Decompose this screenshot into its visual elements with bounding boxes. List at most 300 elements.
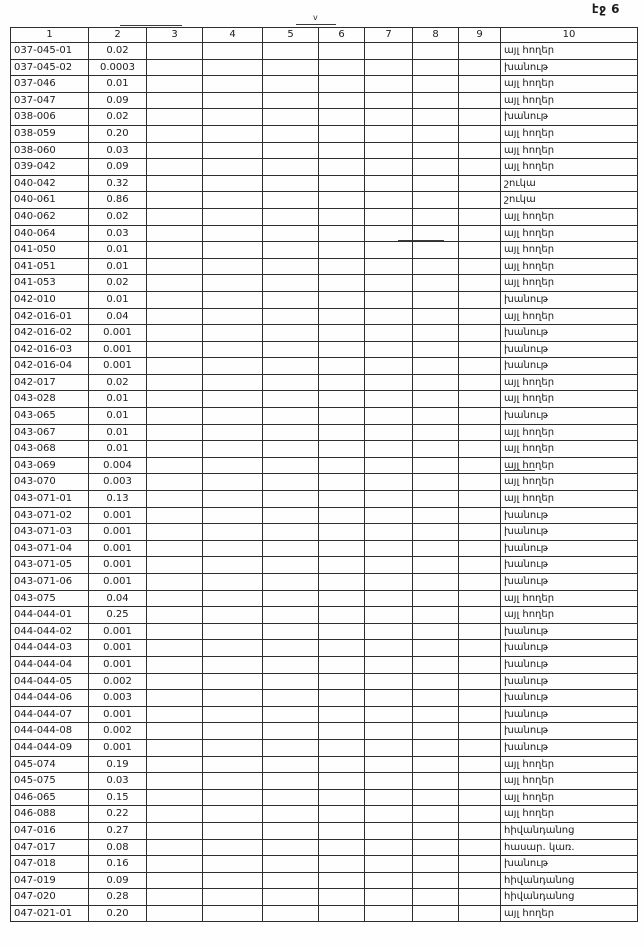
cell-empty	[413, 76, 459, 93]
cell-area-value: 0.01	[89, 424, 147, 441]
cell-empty	[147, 43, 203, 60]
cell-empty	[413, 125, 459, 142]
cell-empty	[413, 374, 459, 391]
cell-empty	[413, 690, 459, 707]
table-body	[11, 43, 638, 922]
cell-land-use: այլ հողեր	[501, 208, 638, 225]
cell-land-use: խանութ	[501, 574, 638, 591]
cell-empty	[413, 109, 459, 126]
cell-empty	[263, 374, 319, 391]
cell-empty	[263, 159, 319, 176]
cell-empty	[459, 424, 501, 441]
column-header-10: 10	[501, 28, 638, 43]
table-header-row	[11, 28, 638, 43]
table-row	[11, 739, 638, 756]
cell-empty	[459, 92, 501, 109]
cell-empty	[459, 524, 501, 541]
cell-empty	[319, 159, 365, 176]
cell-land-use: հիվանդանոց	[501, 889, 638, 906]
cell-empty	[147, 175, 203, 192]
cell-empty	[413, 424, 459, 441]
cell-area-value: 0.86	[89, 192, 147, 209]
cell-empty	[147, 623, 203, 640]
cell-empty	[147, 640, 203, 657]
cell-empty	[459, 889, 501, 906]
cell-empty	[319, 723, 365, 740]
cell-empty	[147, 723, 203, 740]
cell-empty	[147, 607, 203, 624]
cell-empty	[459, 856, 501, 873]
cell-empty	[413, 441, 459, 458]
cell-empty	[147, 773, 203, 790]
cell-area-value: 0.001	[89, 706, 147, 723]
cell-land-use: այլ հողեր	[501, 756, 638, 773]
cell-empty	[147, 706, 203, 723]
cell-empty	[147, 225, 203, 242]
cell-empty	[365, 374, 413, 391]
cell-empty	[263, 540, 319, 557]
cell-empty	[459, 142, 501, 159]
table-row	[11, 441, 638, 458]
table-row	[11, 773, 638, 790]
cell-empty	[365, 656, 413, 673]
cell-parcel-code: 044-044-07	[11, 706, 89, 723]
cell-empty	[365, 325, 413, 342]
cell-land-use: այլ հողեր	[501, 125, 638, 142]
table-row	[11, 159, 638, 176]
cell-land-use: այլ հողեր	[501, 474, 638, 491]
cell-empty	[319, 59, 365, 76]
cell-empty	[459, 822, 501, 839]
cell-parcel-code: 043-068	[11, 441, 89, 458]
cell-area-value: 0.0003	[89, 59, 147, 76]
cell-area-value: 0.27	[89, 822, 147, 839]
cell-parcel-code: 043-067	[11, 424, 89, 441]
cell-parcel-code: 037-047	[11, 92, 89, 109]
cell-empty	[263, 872, 319, 889]
cell-empty	[459, 756, 501, 773]
cell-empty	[147, 258, 203, 275]
table-row	[11, 175, 638, 192]
cell-empty	[365, 275, 413, 292]
cell-empty	[365, 192, 413, 209]
cell-empty	[413, 706, 459, 723]
cell-empty	[203, 856, 263, 873]
cell-empty	[365, 623, 413, 640]
cell-empty	[459, 275, 501, 292]
cell-empty	[147, 905, 203, 922]
cell-empty	[365, 408, 413, 425]
scan-caret-mark: v	[313, 13, 318, 22]
cell-empty	[413, 723, 459, 740]
cell-land-use: հիվանդանոց	[501, 872, 638, 889]
cell-empty	[459, 690, 501, 707]
cell-empty	[365, 242, 413, 259]
cell-parcel-code: 044-044-09	[11, 739, 89, 756]
cell-parcel-code: 043-070	[11, 474, 89, 491]
cell-parcel-code: 037-045-02	[11, 59, 89, 76]
column-header-1: 1	[11, 28, 89, 43]
cell-empty	[459, 457, 501, 474]
cell-empty	[263, 822, 319, 839]
cell-empty	[203, 905, 263, 922]
cell-empty	[459, 773, 501, 790]
cell-empty	[263, 739, 319, 756]
cell-empty	[203, 706, 263, 723]
cell-empty	[319, 905, 365, 922]
cell-empty	[459, 739, 501, 756]
cell-empty	[319, 690, 365, 707]
cell-empty	[319, 242, 365, 259]
cell-empty	[413, 557, 459, 574]
cell-empty	[413, 623, 459, 640]
cell-empty	[263, 408, 319, 425]
cell-parcel-code: 044-044-04	[11, 656, 89, 673]
cell-empty	[319, 291, 365, 308]
cell-empty	[147, 374, 203, 391]
cell-empty	[319, 574, 365, 591]
cell-empty	[459, 208, 501, 225]
cell-empty	[203, 872, 263, 889]
cell-land-use: այլ հողեր	[501, 159, 638, 176]
cell-empty	[263, 175, 319, 192]
cell-empty	[147, 491, 203, 508]
cell-empty	[365, 640, 413, 657]
cell-empty	[319, 756, 365, 773]
cell-empty	[263, 640, 319, 657]
cell-empty	[365, 391, 413, 408]
cell-empty	[263, 706, 319, 723]
cell-empty	[413, 175, 459, 192]
cell-parcel-code: 043-071-03	[11, 524, 89, 541]
cell-land-use: շուկա	[501, 175, 638, 192]
table-row	[11, 43, 638, 60]
cell-empty	[459, 159, 501, 176]
cell-empty	[263, 773, 319, 790]
cell-land-use: խանութ	[501, 673, 638, 690]
cell-empty	[413, 192, 459, 209]
cell-land-use: խանութ	[501, 540, 638, 557]
cell-land-use: խանութ	[501, 706, 638, 723]
cell-empty	[459, 673, 501, 690]
cell-empty	[413, 574, 459, 591]
cell-empty	[319, 557, 365, 574]
cell-empty	[459, 341, 501, 358]
cell-empty	[319, 623, 365, 640]
cell-empty	[319, 822, 365, 839]
cell-empty	[147, 308, 203, 325]
cell-area-value: 0.001	[89, 358, 147, 375]
cell-land-use: այլ հողեր	[501, 441, 638, 458]
cell-empty	[319, 474, 365, 491]
cell-empty	[365, 457, 413, 474]
cell-empty	[365, 889, 413, 906]
cell-empty	[263, 358, 319, 375]
cell-parcel-code: 038-060	[11, 142, 89, 159]
cell-land-use: այլ հողեր	[501, 607, 638, 624]
cell-empty	[147, 872, 203, 889]
cell-empty	[365, 59, 413, 76]
cell-empty	[459, 225, 501, 242]
table-row	[11, 607, 638, 624]
cell-empty	[147, 142, 203, 159]
scan-artifact	[296, 24, 336, 25]
cell-empty	[365, 723, 413, 740]
cell-empty	[459, 590, 501, 607]
cell-empty	[147, 457, 203, 474]
cell-empty	[413, 905, 459, 922]
cell-empty	[319, 673, 365, 690]
table-row	[11, 341, 638, 358]
cell-empty	[319, 424, 365, 441]
cell-empty	[365, 76, 413, 93]
cell-empty	[319, 43, 365, 60]
cell-empty	[319, 507, 365, 524]
cell-area-value: 0.13	[89, 491, 147, 508]
cell-parcel-code: 044-044-05	[11, 673, 89, 690]
cell-empty	[413, 457, 459, 474]
cell-parcel-code: 042-016-02	[11, 325, 89, 342]
cell-empty	[319, 640, 365, 657]
cell-land-use: խանութ	[501, 623, 638, 640]
cell-empty	[147, 524, 203, 541]
cell-empty	[365, 109, 413, 126]
cell-empty	[365, 424, 413, 441]
cell-area-value: 0.001	[89, 540, 147, 557]
cell-empty	[365, 524, 413, 541]
cell-empty	[203, 291, 263, 308]
cell-parcel-code: 042-016-04	[11, 358, 89, 375]
cell-empty	[147, 391, 203, 408]
cell-empty	[319, 656, 365, 673]
cell-parcel-code: 043-069	[11, 457, 89, 474]
cell-empty	[319, 225, 365, 242]
cell-empty	[413, 656, 459, 673]
cell-empty	[147, 109, 203, 126]
cell-empty	[147, 192, 203, 209]
cell-area-value: 0.01	[89, 76, 147, 93]
cell-area-value: 0.32	[89, 175, 147, 192]
cell-empty	[147, 540, 203, 557]
cell-empty	[413, 408, 459, 425]
cell-empty	[365, 806, 413, 823]
cell-empty	[319, 374, 365, 391]
cell-area-value: 0.25	[89, 607, 147, 624]
cell-empty	[203, 374, 263, 391]
cell-parcel-code: 047-019	[11, 872, 89, 889]
cell-parcel-code: 043-028	[11, 391, 89, 408]
cell-empty	[203, 524, 263, 541]
cell-empty	[147, 856, 203, 873]
cell-empty	[459, 175, 501, 192]
cell-empty	[319, 341, 365, 358]
cell-empty	[413, 839, 459, 856]
cell-empty	[413, 872, 459, 889]
cell-parcel-code: 041-051	[11, 258, 89, 275]
table-row	[11, 872, 638, 889]
cell-empty	[147, 159, 203, 176]
table-row	[11, 856, 638, 873]
cell-empty	[263, 673, 319, 690]
cell-empty	[263, 59, 319, 76]
cell-parcel-code: 038-006	[11, 109, 89, 126]
cell-empty	[365, 92, 413, 109]
table-row	[11, 623, 638, 640]
cell-area-value: 0.001	[89, 325, 147, 342]
cell-parcel-code: 047-020	[11, 889, 89, 906]
cell-parcel-code: 041-053	[11, 275, 89, 292]
cell-empty	[203, 673, 263, 690]
cell-empty	[319, 175, 365, 192]
cell-empty	[203, 76, 263, 93]
cell-empty	[263, 789, 319, 806]
cell-parcel-code: 043-075	[11, 590, 89, 607]
cell-area-value: 0.001	[89, 507, 147, 524]
cell-empty	[263, 424, 319, 441]
cell-empty	[319, 590, 365, 607]
cell-empty	[413, 59, 459, 76]
cell-empty	[319, 739, 365, 756]
cell-empty	[263, 574, 319, 591]
land-parcel-table	[10, 27, 638, 922]
cell-empty	[203, 208, 263, 225]
cell-area-value: 0.002	[89, 673, 147, 690]
cell-land-use: խանութ	[501, 690, 638, 707]
cell-empty	[203, 623, 263, 640]
cell-area-value: 0.01	[89, 242, 147, 259]
table-row	[11, 574, 638, 591]
cell-empty	[263, 457, 319, 474]
cell-empty	[413, 142, 459, 159]
cell-empty	[147, 789, 203, 806]
cell-land-use: խանութ	[501, 325, 638, 342]
cell-area-value: 0.004	[89, 457, 147, 474]
cell-empty	[319, 92, 365, 109]
cell-land-use: խանութ	[501, 358, 638, 375]
cell-empty	[459, 540, 501, 557]
cell-parcel-code: 043-065	[11, 408, 89, 425]
cell-empty	[263, 208, 319, 225]
cell-empty	[203, 507, 263, 524]
cell-empty	[319, 540, 365, 557]
cell-empty	[459, 59, 501, 76]
cell-empty	[413, 43, 459, 60]
cell-land-use: խանութ	[501, 856, 638, 873]
cell-empty	[365, 590, 413, 607]
table-row	[11, 258, 638, 275]
cell-area-value: 0.001	[89, 656, 147, 673]
cell-empty	[413, 308, 459, 325]
cell-empty	[413, 225, 459, 242]
cell-empty	[203, 275, 263, 292]
cell-empty	[263, 291, 319, 308]
cell-empty	[203, 325, 263, 342]
cell-area-value: 0.09	[89, 92, 147, 109]
cell-area-value: 0.001	[89, 574, 147, 591]
cell-empty	[413, 92, 459, 109]
cell-empty	[263, 441, 319, 458]
cell-area-value: 0.003	[89, 690, 147, 707]
table-row	[11, 524, 638, 541]
cell-empty	[413, 856, 459, 873]
cell-land-use: այլ հողեր	[501, 374, 638, 391]
cell-empty	[203, 391, 263, 408]
cell-parcel-code: 043-071-04	[11, 540, 89, 557]
cell-area-value: 0.19	[89, 756, 147, 773]
cell-empty	[413, 291, 459, 308]
cell-empty	[203, 109, 263, 126]
cell-parcel-code: 037-045-01	[11, 43, 89, 60]
cell-empty	[263, 192, 319, 209]
cell-empty	[147, 507, 203, 524]
cell-empty	[459, 656, 501, 673]
cell-empty	[203, 806, 263, 823]
table-row	[11, 557, 638, 574]
cell-empty	[459, 76, 501, 93]
cell-empty	[459, 839, 501, 856]
cell-parcel-code: 040-061	[11, 192, 89, 209]
cell-parcel-code: 046-065	[11, 789, 89, 806]
cell-parcel-code: 042-016-03	[11, 341, 89, 358]
cell-empty	[147, 889, 203, 906]
cell-empty	[365, 706, 413, 723]
cell-land-use: այլ հողեր	[501, 225, 638, 242]
cell-empty	[365, 125, 413, 142]
cell-empty	[365, 905, 413, 922]
cell-empty	[319, 208, 365, 225]
table-row	[11, 424, 638, 441]
cell-empty	[147, 590, 203, 607]
cell-land-use: հասար. կառ.	[501, 839, 638, 856]
cell-empty	[459, 640, 501, 657]
cell-empty	[263, 341, 319, 358]
cell-empty	[147, 76, 203, 93]
column-header-9: 9	[459, 28, 501, 43]
column-header-2: 2	[89, 28, 147, 43]
cell-empty	[459, 291, 501, 308]
cell-empty	[365, 208, 413, 225]
cell-empty	[203, 142, 263, 159]
cell-empty	[413, 325, 459, 342]
cell-empty	[147, 441, 203, 458]
table-row	[11, 192, 638, 209]
cell-empty	[365, 507, 413, 524]
cell-land-use: խանութ	[501, 507, 638, 524]
cell-parcel-code: 041-050	[11, 242, 89, 259]
cell-empty	[147, 59, 203, 76]
cell-empty	[263, 43, 319, 60]
table-row	[11, 125, 638, 142]
cell-empty	[319, 258, 365, 275]
cell-empty	[203, 43, 263, 60]
table-row	[11, 507, 638, 524]
cell-empty	[263, 557, 319, 574]
cell-land-use: այլ հողեր	[501, 773, 638, 790]
cell-empty	[147, 673, 203, 690]
table-row	[11, 789, 638, 806]
table-row	[11, 706, 638, 723]
cell-empty	[263, 225, 319, 242]
cell-empty	[203, 607, 263, 624]
table-row	[11, 208, 638, 225]
cell-parcel-code: 047-017	[11, 839, 89, 856]
cell-empty	[147, 574, 203, 591]
cell-empty	[203, 540, 263, 557]
cell-empty	[319, 806, 365, 823]
cell-empty	[319, 325, 365, 342]
cell-empty	[413, 507, 459, 524]
cell-area-value: 0.03	[89, 225, 147, 242]
